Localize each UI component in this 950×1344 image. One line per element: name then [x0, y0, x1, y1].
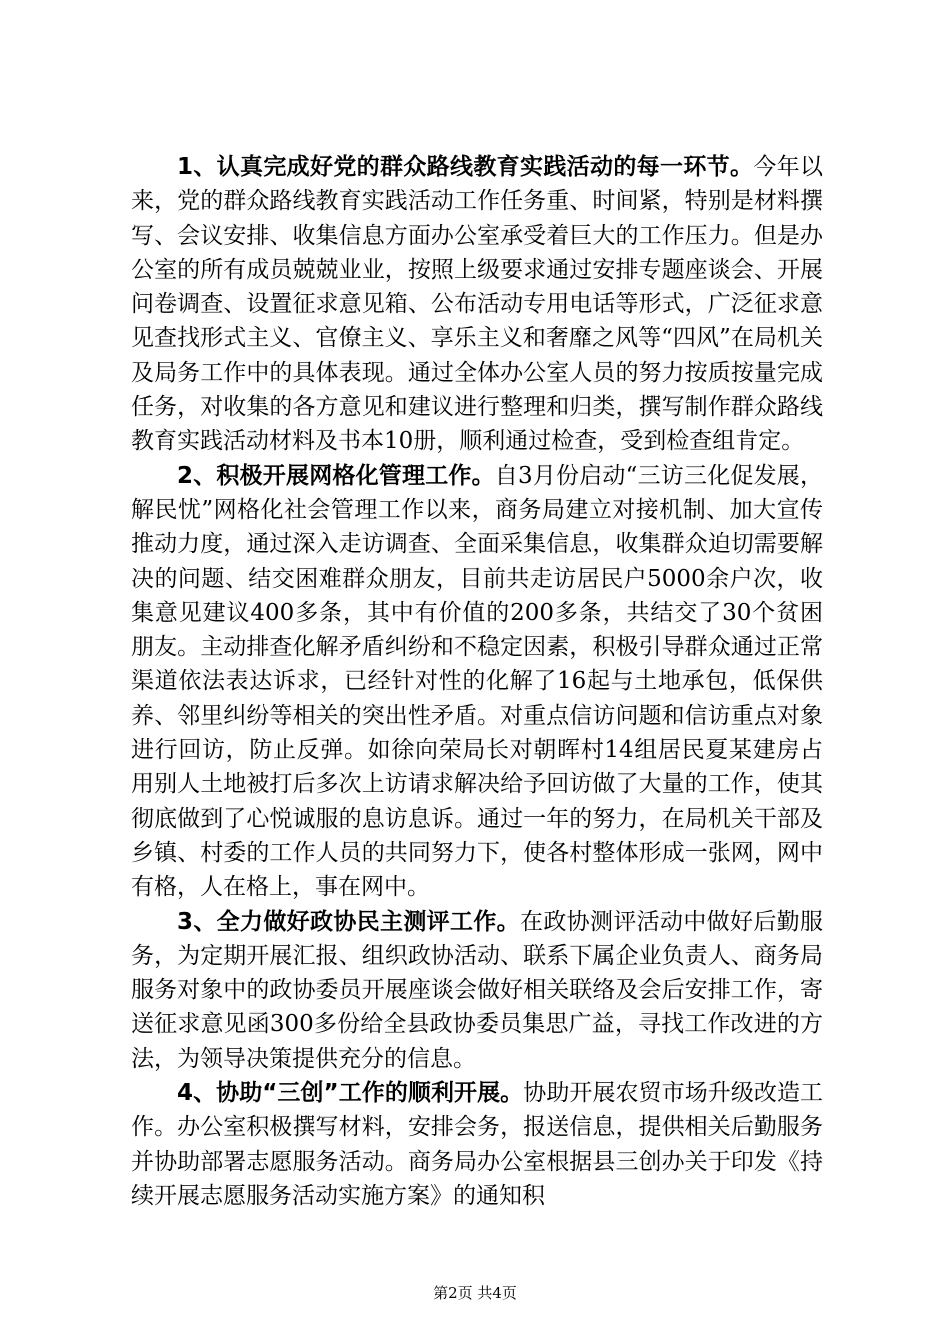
paragraph-3	[131, 905, 823, 1076]
paragraph-2-heading: 2、积极开展网格化管理工作。	[177, 462, 495, 489]
paragraph-1	[131, 150, 823, 459]
paragraph-2	[131, 459, 823, 905]
paragraph-4	[131, 1076, 823, 1213]
paragraph-3-heading: 3、全力做好政协民主测评工作。	[177, 908, 520, 935]
paragraph-4-heading: 4、协助“三创”工作的顺利开展。	[177, 1080, 524, 1107]
paragraph-4-text: 协助开展农贸市场升级改造工作。办公室积极撰写材料，安排会务，报送信息，提供相关后勤服务并协助部署志愿服务活动。商务局办公室根据县三创办关于印发《持续开展志愿服务活动实施方案》的通知积	[131, 1080, 823, 1209]
page-number-footer: 第2页 共4页	[433, 1284, 517, 1302]
paragraph-1-text: 今年以来，党的群众路线教育实践活动工作任务重、时间紧，特别是材料撰写、会议安排、收集信息方面办公室承受着巨大的工作压力。但是办公室的所有成员兢兢业业，按照上级要求通过安排专题座谈会、开展问卷调查、设置征求意见箱、公布活动专用电话等形式，广泛征求意见查找形式主义、官僚主义、享乐主义和奢靡之风等“四风”在局机关及局务工作中的具体表现。通过全体办公室人员的努力按质按量完成任务，对收集的各方意见和建议进行整理和归类，撰写制作群众路线教育实践活动材料及书本10册，顺利通过检查，受到检查组肯定。	[131, 154, 823, 455]
document-body	[131, 150, 823, 1213]
paragraph-2-text: 自3月份启动“三访三化促发展，解民忧”网格化社会管理工作以来，商务局建立对接机制、加大宣传推动力度，通过深入走访调查、全面采集信息，收集群众迫切需要解决的问题、结交困难群众朋友，目前共走访居民户5000余户次，收集意见建议400多条，其中有价值的200多条，共结交了30个贫困朋友。主动排查化解矛盾纠纷和不稳定因素，积极引导群众通过正常渠道依法表达诉求，已经针对性的化解了16起与土地承包，低保供养、邻里纠纷等相关的突出性矛盾。对重点信访问题和信访重点对象进行回访，防止反弹。如徐向荣局长对朝晖村14组居民夏某建房占用别人土地被打后多次上访请求解决给予回访做了大量的工作，使其彻底做到了心悦诚服的息访息诉。通过一年的努力，在局机关干部及乡镇、村委的工作人员的共同努力下，使各村整体形成一张网，网中有格，人在格上，事在网中。	[131, 462, 823, 901]
paragraph-1-heading: 1、认真完成好党的群众路线教育实践活动的每一环节。	[177, 154, 754, 180]
paragraph-3-text: 在政协测评活动中做好后勤服务，为定期开展汇报、组织政协活动、联系下属企业负责人、商务局服务对象中的政协委员开展座谈会做好相关联络及会后安排工作，寄送征求意见函300多份给全县政协委员集思广益，寻找工作改进的方法，为领导决策提供充分的信息。	[131, 908, 823, 1072]
